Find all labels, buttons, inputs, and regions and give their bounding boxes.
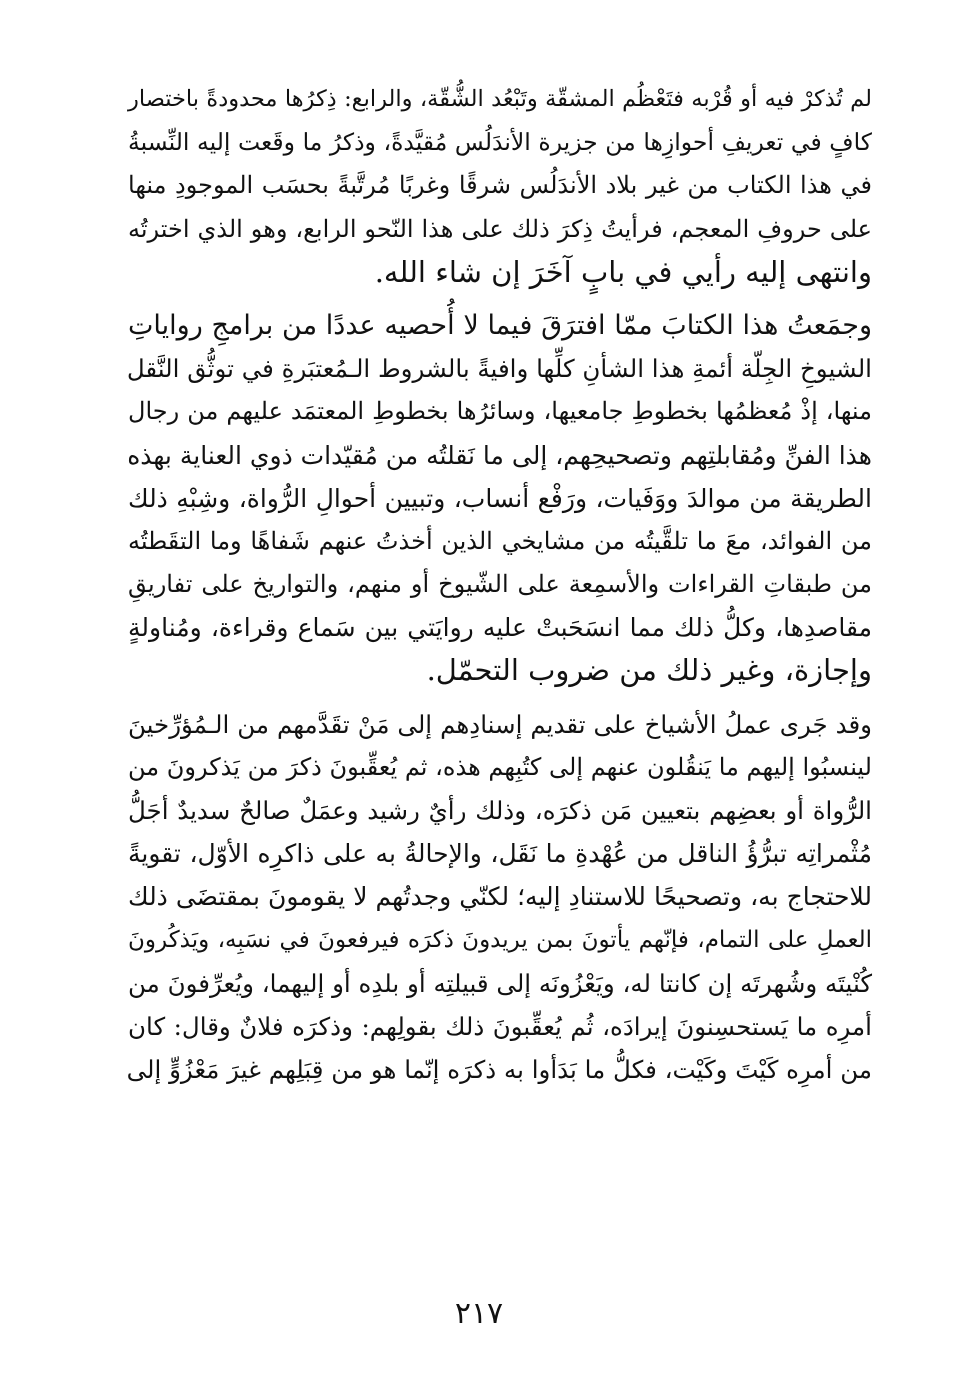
body-text: [128, 78, 872, 1091]
paragraph-gap: [128, 294, 872, 304]
text-line: مقاصدِها، وكلُّ ذلك مما انسَحَبتْ عليه روايَتي بين سَماع وقراءة، ومُناولةٍ: [128, 613, 872, 643]
text-line: هذا الفنِّ ومُقابلتِهم وتصحيحِهم، إلى ما نَقلتُه من مُقيّدات ذوي العناية بهذه: [127, 440, 872, 470]
text-line: لينسبُوا إليهم ما يَنقُلون عنهم إلى كتُبِهم هذه، ثم يُعقِّبونَ ذكرَ من يَذكرونَ من: [128, 752, 872, 781]
text-line: العملِ على التمام، فإنّهم يأتونَ بمن يريدونَ ذكرَه فيرفعونَ في نسَبِه، ويَذكُرونَ: [128, 926, 872, 953]
text-line: كافٍ في تعريفِ أحوازِها من جزيرة الأندَلُس مُقيَّدةً، وذكرُ ما وقَعت إليه النِّسبةُ: [128, 128, 872, 157]
text-line: من طبقاتِ القراءات والأسمِعة على الشّيوخ أو منهم، والتواريخ على تفاريقِ: [128, 570, 872, 599]
text-line: الرُّواة أو بعضِهم بتعيين مَن ذكرَه، وذلك رأيٌ رشيد وعمَلٌ صالحٌ سديدٌ أجَلُّ: [128, 796, 872, 825]
paragraph-2: [128, 304, 872, 693]
text-line: الطريقة من موالدَ ووَفَيات، ورَفْع أنساب، وتبيين أحوالِ الرُّواة، وشِبْهِ ذلك: [128, 483, 872, 513]
text-line: أمرِه ما يَستحسِنونَ إيرادَه، ثُم يُعقِّبونَ ذلك بقولِهم: وذكرَه فلانٌ وقال: كان: [128, 1011, 872, 1041]
text-line: مُثْمراتِه تبرُّؤُ الناقل من عُهْدةِ ما نَقَل، والإحالةُ به على ذاكرِه الأوّل، تقويةً: [128, 839, 872, 869]
text-line: وقد جَرى عملُ الأشياخ على تقديم إسنادِهم إلى مَنْ تقَدَّمهم من الـمُؤرِّخينَ: [128, 709, 872, 739]
text-line: على حروفِ المعجم، فرأيتُ ذِكرَ ذلك على هذا النّحو الرابع، وهو الذي اخترتُه: [128, 214, 872, 243]
page-number: ٢١٧: [454, 1296, 504, 1331]
text-line: في هذا الكتاب من غير بلاد الأندَلُس شرقًا وغربًا مُرتَّبةً بحسَب الموجودِ منها: [128, 171, 872, 200]
text-line: من أمرِه كَيْتَ وكَيْت، فكلُّ ما بَدَأوا به ذكرَه إنّما هو من قِبَلِهم غيرَ مَعْزُوٍّ إلى: [126, 1055, 872, 1085]
text-line: الشيوخِ الجِلّة أئمةِ هذا الشأنِ كلِّها وافيةً بالشروط الـمُعتبَرةِ في توثُّق النَّقل: [126, 354, 872, 384]
text-line: وإجازة، وغير ذلك من ضروب التحمّل.: [426, 653, 872, 688]
text-line: للاحتجاج به، وتصحيحًا للاستنادِ إليه؛ لكنّي وجدتُهم لا يقومونَ بمقتضَى ذلك: [128, 882, 872, 912]
text-line: وجمَعتُ هذا الكتابَ ممّا افترَقَ فيما لا أُحصيه عددًا من برامجِ رواياتِ: [128, 309, 872, 341]
paragraph-3: [128, 703, 872, 1092]
text-line: كُنْيتَه وشُهرتَه إن كانتا له، ويَعْزُونَه إلى قبيلتِه أو بلدِه أو إليهما، ويُعرِّفونَ من: [128, 968, 872, 998]
paragraph-gap: [128, 693, 872, 703]
text-line: من الفوائد، معَ ما تلقَّيتُه من مشايخي الذين أخذتُ عنهم شَفاهًا وما التقَطتُه: [128, 526, 872, 555]
paragraph-1: [128, 78, 872, 294]
text-line: لم تُذكرْ فيه أو قُرْبه فتَعْظُم المشقّة وتَبْعُد الشُّقّة، والرابع: ذِكرُها محدودةً باختصار: [128, 86, 872, 112]
text-line: منها، إذْ مُعظمُها بخطوطِ جامعيها، وسائرُها بخطوطِ المعتمَد عليهم من رجال: [128, 397, 872, 426]
text-line: وانتهى إليه رأيي في بابٍ آخَرَ إن شاء الله.: [374, 254, 872, 289]
